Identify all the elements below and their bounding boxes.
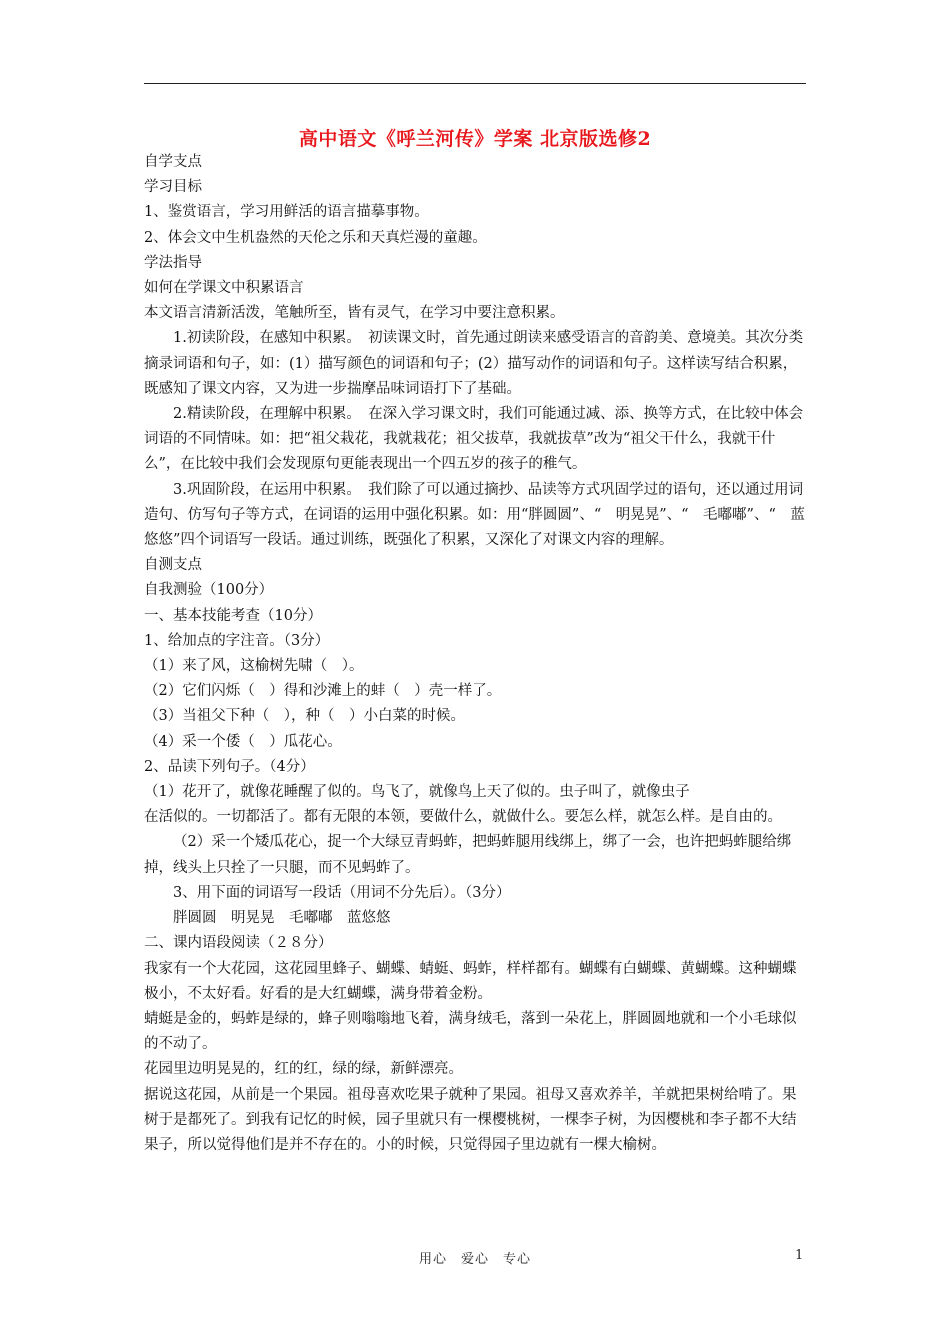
paragraph: 我家有一个大花园，这花园里蜂子、蝴蝶、蜻蜓、蚂蚱，样样都有。蝴蝶有白蝴蝶、黄蝴蝶。这种蝴蝶极小，不太好看。好看的是大红蝴蝶，满身带着金粉。 — [144, 960, 797, 1002]
paragraph: （3）当祖父下种（ ），种（ ）小白菜的时候。 — [144, 708, 465, 725]
paragraph: 自测支点 — [144, 557, 202, 574]
paragraph: 本文语言清新活泼，笔触所至，皆有灵气，在学习中要注意积累。 — [144, 305, 565, 322]
paragraph: 1.初读阶段，在感知中积累。 初读课文时，首先通过朗读来感受语言的音韵美、意境美。其次分类摘录词语和句子，如：(1）描写颜色的词语和句子；(2）描写动作的词语和句子。这样读写结合积累，既感知了课文内容，又为进一步揣摩品味词语打下了基础。 — [144, 330, 804, 397]
paragraph: （1）花开了，就像花睡醒了似的。鸟飞了，就像鸟上天了似的。虫子叫了，就像虫子 — [144, 784, 690, 801]
page-number: 1 — [795, 1248, 804, 1263]
paragraph: （2）它们闪烁（ ）得和沙滩上的蚌（ ）壳一样了。 — [144, 683, 502, 700]
header-rule — [144, 83, 806, 84]
document-body — [144, 150, 806, 1158]
paragraph: 一、基本技能考查（10分） — [144, 607, 322, 624]
paragraph: 2.精读阶段，在理解中积累。 在深入学习课文时，我们可能通过减、添、换等方式，在比较中体会词语的不同情味。如：把“祖父栽花，我就栽花；祖父拔草，我就拔草”改为“祖父干什么，我就干什么”，在比较中我们会发现原句更能表现出一个四五岁的孩子的稚气。 — [144, 406, 804, 473]
paragraph: （2）采一个矮瓜花心，捉一个大绿豆青蚂蚱，把蚂蚱腿用线绑上，绑了一会，也许把蚂蚱腿给绑掉，线头上只拴了一只腿，而不见蚂蚱了。 — [144, 834, 792, 876]
paragraph: 蜻蜓是金的，蚂蚱是绿的，蜂子则嗡嗡地飞着，满身绒毛，落到一朵花上，胖圆圆地就和一个小毛球似的不动了。 — [144, 1010, 797, 1053]
paragraph: 二、课内语段阅读（２８分） — [144, 935, 333, 952]
paragraph: 自学支点 — [144, 154, 202, 170]
paragraph: 如何在学课文中积累语言 — [144, 280, 304, 297]
paragraph: 2、体会文中生机盎然的天伦之乐和天真烂漫的童趣。 — [144, 229, 487, 246]
paragraph: 花园里边明晃晃的，红的红，绿的绿，新鲜漂亮。 — [144, 1061, 463, 1078]
paragraph: 2、品读下列句子。（4分） — [144, 758, 315, 775]
paragraph: 3.巩固阶段，在运用中积累。 我们除了可以通过摘抄、品读等方式巩固学过的语句，还以通过用词造句、仿写句子等方式，在词语的运用中强化积累。如：用“胖圆圆”、“ 明晃晃”、“ 毛嘟嘟”、“ 蓝悠悠”四个词语写一段话。通过训练，既强化了积累，又深化了对课文内容的理解。 — [144, 481, 805, 549]
paragraph: 学法指导 — [144, 254, 202, 271]
paragraph: 胖圆圆 明晃晃 毛嘟嘟 蓝悠悠 — [173, 910, 391, 927]
paragraph: 3、用下面的词语写一段话（用词不分先后）。（3分） — [173, 884, 511, 901]
document-title: 高中语文《呼兰河传》学案 北京版选修2 — [298, 128, 652, 150]
paragraph: 学习目标 — [144, 179, 202, 196]
paragraph: 1、鉴赏语言，学习用鲜活的语言描摹事物。 — [144, 204, 429, 221]
paragraph: 自我测验（100分） — [144, 582, 274, 599]
paragraph: （4）采一个倭（ ）瓜花心。 — [144, 733, 342, 750]
paragraph: 在活似的。一切都活了。都有无限的本领，要做什么，就做什么。要怎么样，就怎么样。是自由的。 — [144, 809, 782, 826]
paragraph: 1、给加点的字注音。（3分） — [144, 632, 330, 649]
paragraph: （1）来了风，这榆树先啸（ ）。 — [144, 658, 364, 675]
footer-motto: 用心 爱心 专心 — [418, 1252, 531, 1267]
paragraph: 据说这花园，从前是一个果园。祖母喜欢吃果子就种了果园。祖母又喜欢养羊，羊就把果树给啃了。果树于是都死了。到我有记忆的时候，园子里就只有一棵樱桃树，一棵李子树，为因樱桃和李子都不大结果子，所以觉得他们是并不存在的。小的时候，只觉得园子里边就有一棵大榆树。 — [144, 1086, 797, 1153]
